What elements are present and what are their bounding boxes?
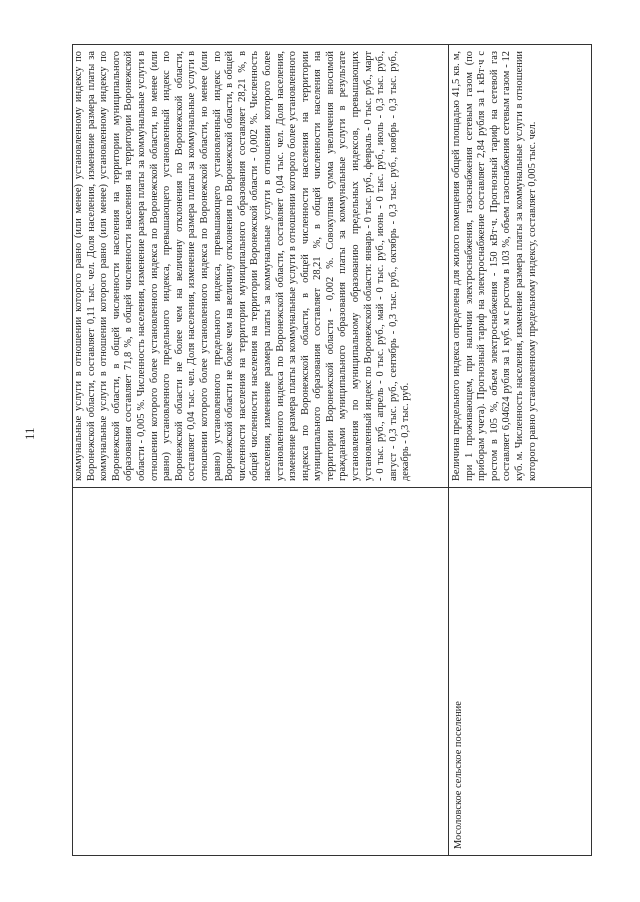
- table-row: [73, 45, 449, 855]
- settlement-name-cell: Мосоловское сельское поселение: [449, 487, 591, 855]
- table-row: [449, 45, 591, 855]
- settlement-description-cell: Величина предельного индекса определена для жилого помещения общей площадью 41,5 кв. м, при 1 проживающем, при наличии электроснабжения, газоснабжения сетевым газом (по приборам учета). Прогнозный тариф на электроснабжение составляет 2,84 рубля за 1 кВт·ч с ростом в 105 %, объем электроснабжения - 150 кВт·ч. Прогнозный тариф на сетевой газ составляет 6,04624 рубля за 1 куб. м с ростом в 103 %, объем газоснабжения сетевым газом - 12 куб. м. Численность населения, изменение размера платы за коммунальные услуги в отношении которого равно установленному предельному индексу, составляет 0,005 тыс. чел.: [451, 51, 538, 481]
- settlements-table: [72, 44, 592, 856]
- settlement-name-cell: [73, 487, 448, 855]
- page-number: 11: [22, 427, 37, 440]
- settlement-description-cell: коммунальные услуги в отношении которого равно (или менее) установленному индексу по Воронежской области, составляет 0,11 тыс. чел. Доля населения, изменение размера платы за коммунальные услуги в отношении которого равно (или менее) установленному индексу по Воронежской области, в общей численности населения на территории муниципального образования составляет 71,8 %, в общей численности населения на территории Воронежской области - 0,005 %. Численность населения, изменение размера платы за коммунальные услуги в отношении которого более установленного индекса по Воронежской области, но менее (или равно) установленного предельного индекса, превышающего установленный индекс по Воронежской области не более чем на величину отклонения по Воронежской области, составляет 0,04 тыс. чел. Доля населения, изменение размера платы за коммунальные услуги в отношении которого более установленного индекса по Воронежской области, но менее (или равно) установленного предельного индекса, превышающего установленный индекс по Воронежской области не более чем на величину отклонения по Воронежской области, в общей численности населения на территории муниципального образования составляет 28,21 %, в общей численности населения на территории Воронежской области - 0,002 %. Численность населения, изменение размера платы за коммунальные услуги в отношении которого более установленного индекса по Воронежской области, составляет 0,04 тыс. чел. Доля населения, изменение размера платы за коммунальные услуги в отношении которого более установленного индекса по Воронежской области, в общей численности населения на территории муниципального образования составляет 28,21 %, в общей численности населения на территории Воронежской области - 0,002 %. Совокупная сумма увеличения вносимой гражданами муниципального образования платы за коммунальные услуги в результате установления по муниципальному образованию предельных индексов, превышающих установленный индекс по Воронежской области: январь - 0 тыс. руб., февраль - 0 тыс. руб., март - 0 тыс. руб., апрель - 0 тыс. руб., май - 0 тыс. руб., июнь - 0 тыс. руб., июль - 0,3 тыс. руб., август - 0,3 тыс. руб., сентябрь - 0,3 тыс. руб., октябрь - 0,3 тыс. руб., ноябрь - 0,3 тыс. руб., декабрь - 0,3 тыс. руб.: [73, 51, 412, 481]
